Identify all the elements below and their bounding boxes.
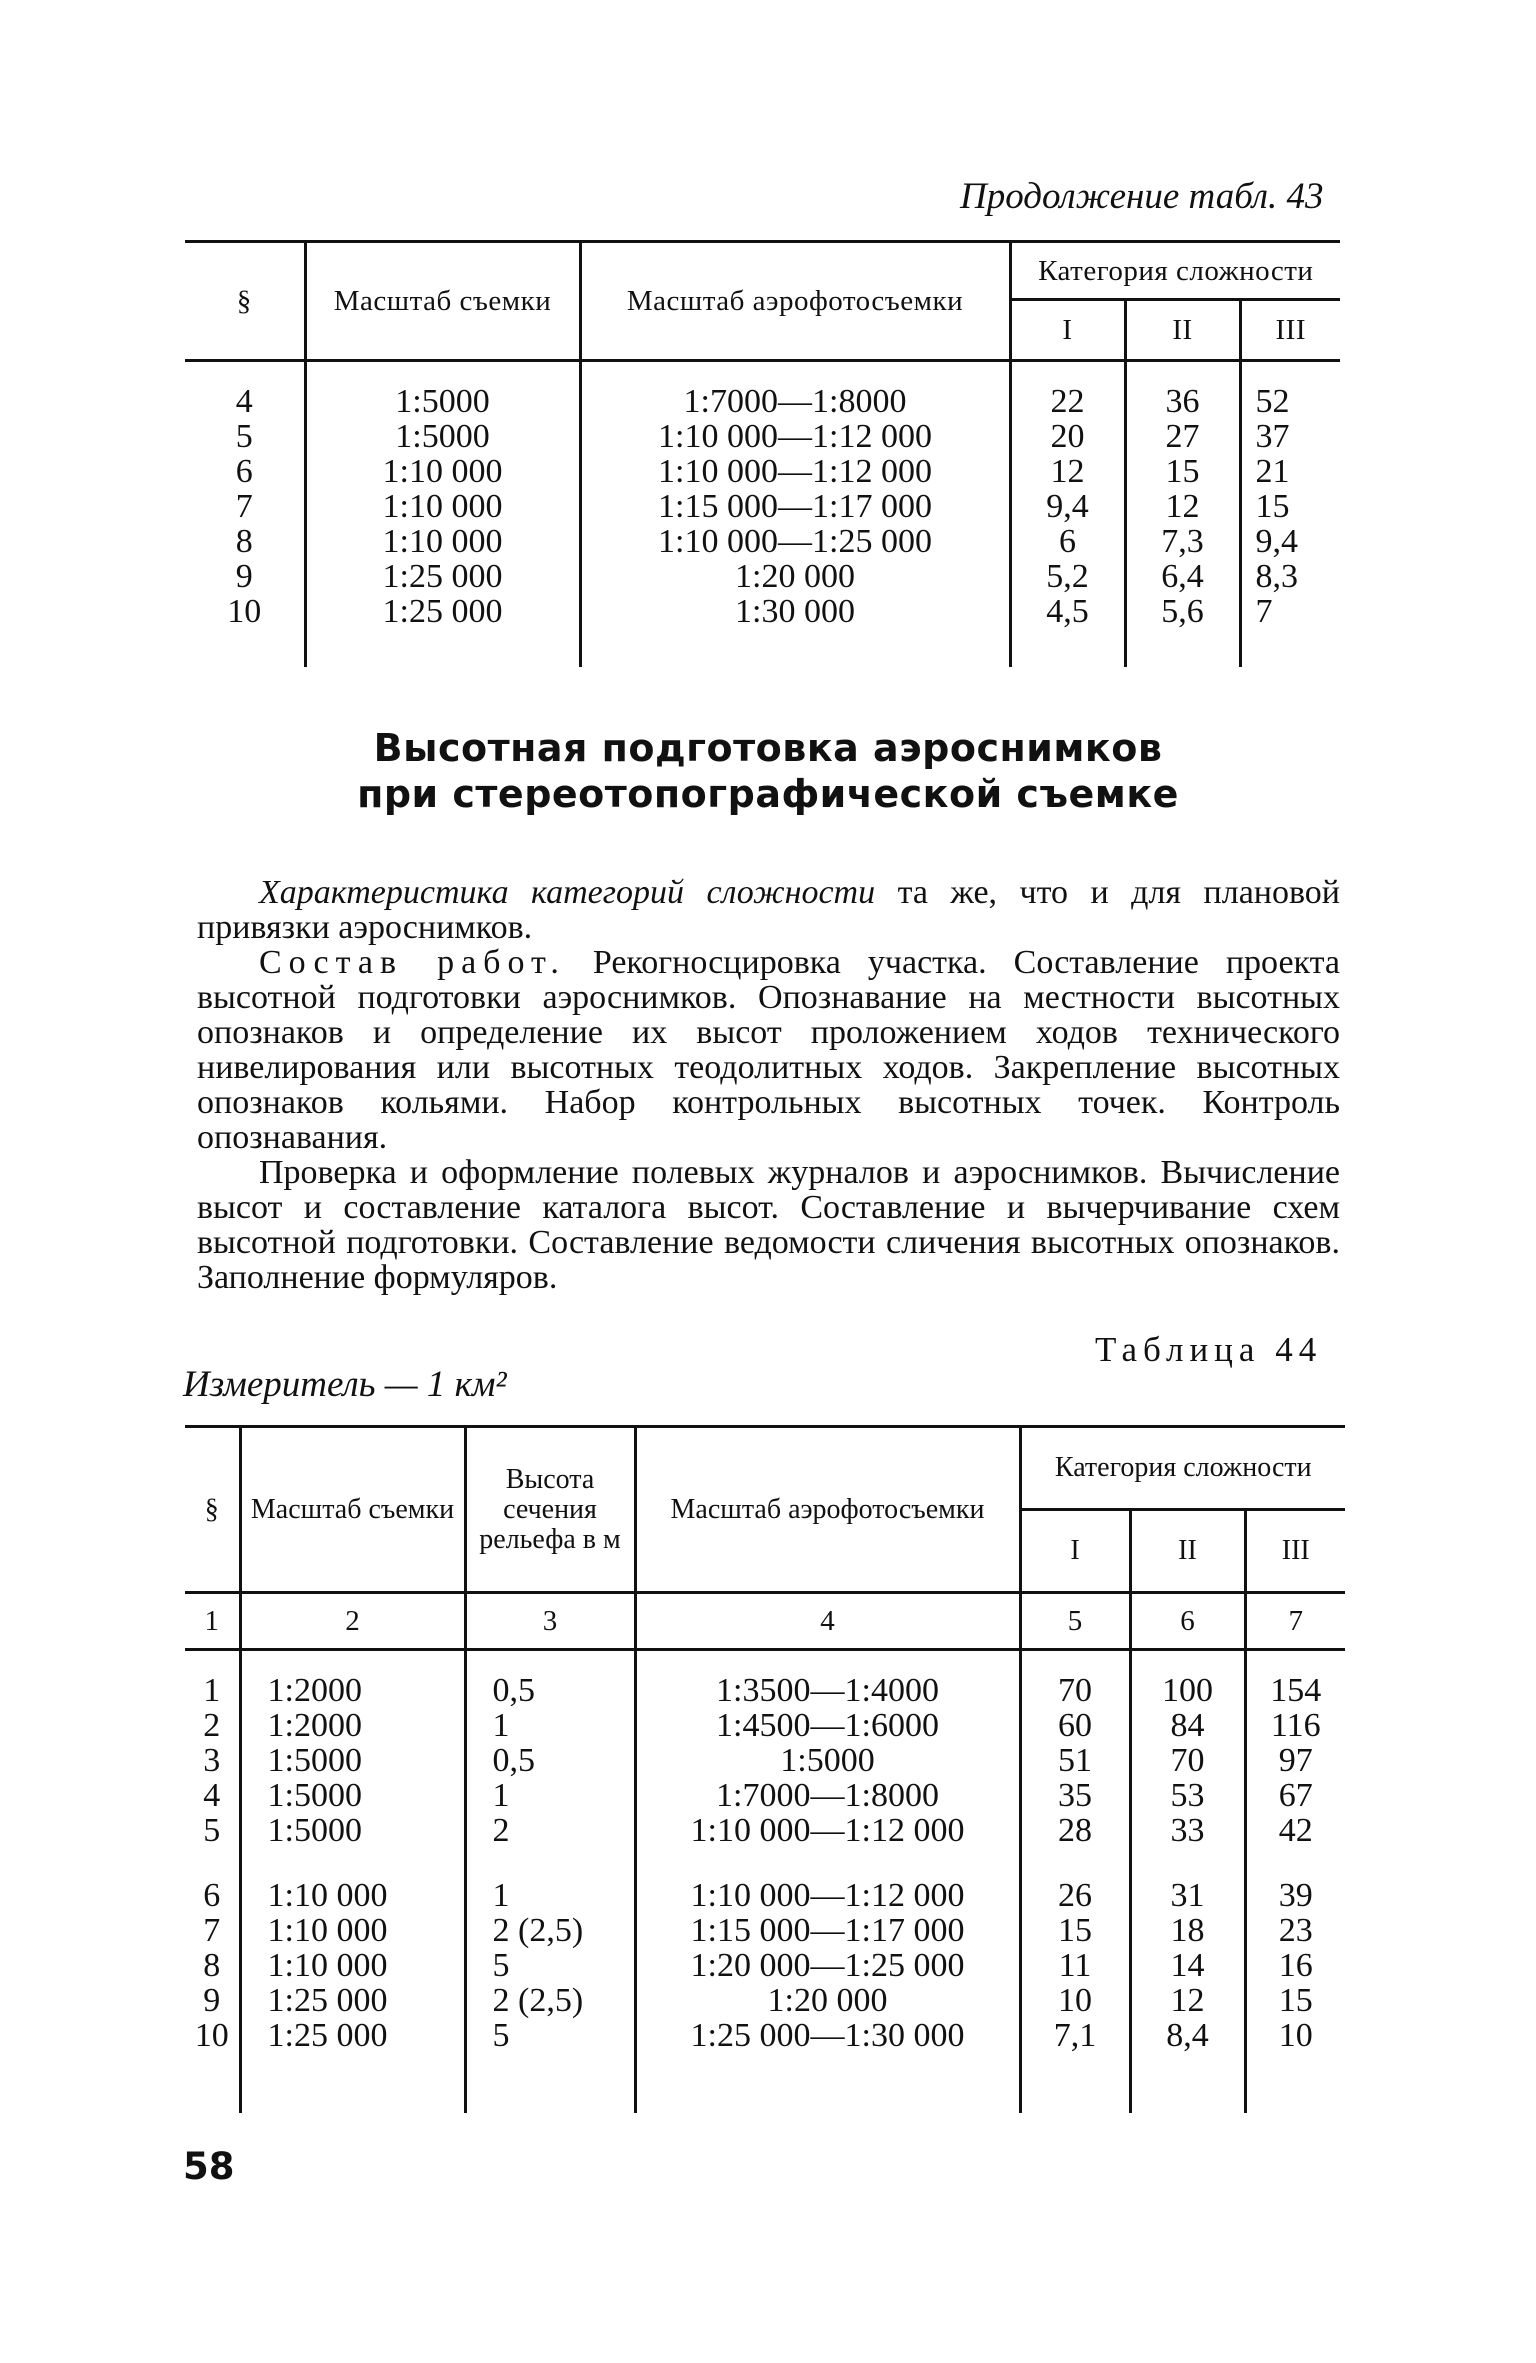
cell-relief: 5 [465, 1948, 635, 1983]
cell-cat-2: 5,6 [1125, 594, 1240, 629]
cell-section: 9 [235, 557, 253, 595]
cell-cat-3: 15 [1245, 1983, 1345, 2018]
cell-cat-2: 33 [1130, 1813, 1245, 1848]
cell-cat-2: 12 [1130, 1983, 1245, 2018]
cell-cat-3: 42 [1245, 1813, 1345, 1848]
cell-section: 3 [203, 1741, 221, 1779]
header-section: § [204, 1493, 219, 1525]
cell-section: 10 [194, 2016, 229, 2054]
cell-survey-scale: 1:10 000 [240, 1878, 465, 1913]
cell-survey-scale: 1:10 000 [240, 1913, 465, 1948]
cell-cat-2: 84 [1130, 1708, 1245, 1743]
cell-relief: 2 (2,5) [465, 1913, 635, 1948]
column-number: 3 [465, 1593, 635, 1650]
cell-relief: 2 (2,5) [465, 1983, 635, 2018]
cell-cat-2: 18 [1130, 1913, 1245, 1948]
cell-survey-scale: 1:10 000 [305, 454, 580, 489]
cell-cat-2: 27 [1125, 419, 1240, 454]
cell-section: 8 [235, 522, 253, 560]
continuation-number: 43 [1286, 176, 1324, 217]
column-number: 6 [1130, 1593, 1245, 1650]
table-row [185, 1983, 1345, 2018]
cell-section: 2 [203, 1706, 221, 1744]
cell-aerial-scale: 1:20 000 [580, 559, 1010, 594]
header-cat-2: II [1130, 1510, 1245, 1593]
cell-cat-3: 15 [1240, 489, 1340, 524]
table-row [185, 384, 1340, 419]
paragraph-1-italic: Характеристика категорий сложности [259, 874, 876, 911]
cell-survey-scale: 1:5000 [240, 1813, 465, 1848]
cell-section: 7 [203, 1911, 221, 1949]
cell-aerial-scale: 1:10 000—1:12 000 [635, 1878, 1020, 1913]
paragraph-3-text: Проверка и оформление полевых журналов и аэроснимков. Вычисление высот и составление каталога высот. Составление и вычерчивание схем высотной подготовки. Составление ведомости сличения высотных опознаков. Заполнение формуляров. [197, 1154, 1340, 1296]
cell-cat-3: 21 [1240, 454, 1340, 489]
table-row [185, 1743, 1345, 1778]
table-44-label: Таблица 44 [1095, 1330, 1323, 1369]
cell-survey-scale: 1:25 000 [240, 2018, 465, 2053]
cell-cat-3: 7 [1240, 594, 1340, 629]
cell-cat-3: 23 [1245, 1913, 1345, 1948]
cell-cat-1: 26 [1020, 1878, 1130, 1913]
cell-cat-1: 9,4 [1010, 489, 1125, 524]
cell-aerial-scale: 1:4500—1:6000 [635, 1708, 1020, 1743]
table-row [185, 454, 1340, 489]
cell-cat-1: 5,2 [1010, 559, 1125, 594]
cell-cat-2: 31 [1130, 1878, 1245, 1913]
cell-aerial-scale: 1:7000—1:8000 [635, 1778, 1020, 1813]
table-row [185, 1708, 1345, 1743]
header-cat-1: I [1010, 300, 1125, 361]
page-number: 58 [183, 2145, 235, 2188]
table-row [185, 1813, 1345, 1848]
cell-relief: 1 [465, 1708, 635, 1743]
cell-cat-3: 67 [1245, 1778, 1345, 1813]
cell-cat-2: 14 [1130, 1948, 1245, 1983]
header-category: Категория сложности [1020, 1427, 1345, 1510]
cell-cat-3: 9,4 [1240, 524, 1340, 559]
cell-survey-scale: 1:25 000 [305, 594, 580, 629]
cell-relief: 1 [465, 1878, 635, 1913]
cell-survey-scale: 1:10 000 [240, 1948, 465, 1983]
cell-section: 6 [203, 1876, 221, 1914]
cell-survey-scale: 1:5000 [305, 384, 580, 419]
cell-cat-2: 8,4 [1130, 2018, 1245, 2053]
heading-line-2: при стереотопографической съемке [357, 772, 1179, 816]
table-44 [185, 1425, 1345, 2113]
header-category: Категория сложности [1010, 242, 1340, 300]
column-number: 1 [185, 1593, 240, 1650]
cell-cat-2: 15 [1125, 454, 1240, 489]
cell-cat-1: 4,5 [1010, 594, 1125, 629]
paragraph-2-spaced: Состав работ. [259, 944, 566, 981]
cell-cat-3: 52 [1240, 384, 1340, 419]
cell-section: 6 [235, 452, 253, 490]
cell-cat-1: 51 [1020, 1743, 1130, 1778]
cell-relief: 0,5 [465, 1673, 635, 1708]
paragraph-2-text: Рекогносцировка участка. Составление проекта высотной подготовки аэроснимков. Опознавание на местности высотных опознаков и определение их высот проложением ходов технического нивелирования или высотных теодолитных ходов. Закрепление высотных опознаков кольями. Набор контрольных высотных точек. Контроль опознавания. [197, 944, 1340, 1156]
cell-cat-2: 36 [1125, 384, 1240, 419]
column-number: 7 [1245, 1593, 1345, 1650]
cell-cat-2: 70 [1130, 1743, 1245, 1778]
header-relief: Высота сечения рельефа в м [465, 1427, 635, 1593]
table-row [185, 1913, 1345, 1948]
header-cat-3: III [1245, 1510, 1345, 1593]
table-row [185, 594, 1340, 629]
cell-cat-3: 16 [1245, 1948, 1345, 1983]
cell-cat-3: 116 [1245, 1708, 1345, 1743]
cell-survey-scale: 1:2000 [240, 1708, 465, 1743]
cell-survey-scale: 1:25 000 [305, 559, 580, 594]
cell-relief: 5 [465, 2018, 635, 2053]
header-survey-scale: Масштаб съемки [305, 242, 580, 361]
cell-cat-2: 6,4 [1125, 559, 1240, 594]
cell-section: 4 [203, 1776, 221, 1814]
cell-section: 4 [235, 382, 253, 420]
table-row [185, 489, 1340, 524]
column-number: 5 [1020, 1593, 1130, 1650]
cell-cat-3: 8,3 [1240, 559, 1340, 594]
table-row [185, 1778, 1345, 1813]
paragraph-2 [197, 945, 1340, 1155]
header-section: § [236, 285, 252, 317]
heading-line-1: Высотная подготовка аэроснимков [373, 726, 1163, 770]
cell-survey-scale: 1:5000 [305, 419, 580, 454]
table-row [185, 2018, 1345, 2053]
table-row [185, 419, 1340, 454]
paragraph-1 [197, 875, 1340, 945]
cell-aerial-scale: 1:10 000—1:12 000 [635, 1813, 1020, 1848]
column-numbers-row [185, 1593, 1345, 1650]
cell-cat-1: 60 [1020, 1708, 1130, 1743]
cell-cat-1: 70 [1020, 1673, 1130, 1708]
cell-cat-3: 97 [1245, 1743, 1345, 1778]
cell-cat-1: 7,1 [1020, 2018, 1130, 2053]
cell-cat-1: 35 [1020, 1778, 1130, 1813]
cell-cat-2: 53 [1130, 1778, 1245, 1813]
table-row [185, 1673, 1345, 1708]
cell-section: 10 [227, 592, 262, 630]
cell-section: 7 [235, 487, 253, 525]
table-43 [185, 240, 1340, 667]
cell-survey-scale: 1:10 000 [305, 489, 580, 524]
cell-survey-scale: 1:5000 [240, 1743, 465, 1778]
header-cat-1: I [1020, 1510, 1130, 1593]
paragraph-1-text: та же, что и для плановой привязки аэроснимков. [197, 874, 1340, 946]
column-number: 2 [240, 1593, 465, 1650]
cell-section: 9 [203, 1981, 221, 2019]
cell-aerial-scale: 1:25 000—1:30 000 [635, 2018, 1020, 2053]
cell-section: 8 [203, 1946, 221, 1984]
cell-relief: 2 [465, 1813, 635, 1848]
cell-relief: 1 [465, 1778, 635, 1813]
cell-aerial-scale: 1:20 000—1:25 000 [635, 1948, 1020, 1983]
cell-aerial-scale: 1:10 000—1:12 000 [580, 419, 1010, 454]
cell-cat-1: 28 [1020, 1813, 1130, 1848]
cell-cat-3: 154 [1245, 1673, 1345, 1708]
header-aerial-scale: Масштаб аэрофотосъемки [635, 1427, 1020, 1593]
cell-survey-scale: 1:10 000 [305, 524, 580, 559]
cell-cat-1: 11 [1020, 1948, 1130, 1983]
cell-cat-1: 12 [1010, 454, 1125, 489]
cell-cat-3: 37 [1240, 419, 1340, 454]
paragraph-3 [197, 1155, 1340, 1295]
cell-cat-1: 15 [1020, 1913, 1130, 1948]
table-row [185, 524, 1340, 559]
cell-cat-2: 7,3 [1125, 524, 1240, 559]
continuation-title [960, 175, 1324, 218]
cell-relief: 0,5 [465, 1743, 635, 1778]
cell-aerial-scale: 1:5000 [635, 1743, 1020, 1778]
cell-survey-scale: 1:5000 [240, 1778, 465, 1813]
cell-aerial-scale: 1:15 000—1:17 000 [635, 1913, 1020, 1948]
cell-cat-3: 10 [1245, 2018, 1345, 2053]
header-cat-3: III [1240, 300, 1340, 361]
cell-aerial-scale: 1:30 000 [580, 594, 1010, 629]
table-row [185, 559, 1340, 594]
table-row [185, 1948, 1345, 1983]
header-aerial-scale: Масштаб аэрофотосъемки [580, 242, 1010, 361]
measure-unit: Измеритель — 1 км² [183, 1364, 507, 1405]
cell-cat-1: 22 [1010, 384, 1125, 419]
column-number: 4 [635, 1593, 1020, 1650]
section-heading [0, 725, 1536, 817]
cell-cat-2: 12 [1125, 489, 1240, 524]
cell-survey-scale: 1:2000 [240, 1673, 465, 1708]
cell-survey-scale: 1:25 000 [240, 1983, 465, 2018]
cell-cat-3: 39 [1245, 1878, 1345, 1913]
cell-aerial-scale: 1:10 000—1:25 000 [580, 524, 1010, 559]
continuation-text: Продолжение табл. [960, 176, 1278, 217]
cell-cat-1: 6 [1010, 524, 1125, 559]
table-row [185, 1878, 1345, 1913]
cell-aerial-scale: 1:10 000—1:12 000 [580, 454, 1010, 489]
cell-section: 1 [203, 1671, 221, 1709]
cell-aerial-scale: 1:3500—1:4000 [635, 1673, 1020, 1708]
cell-cat-1: 20 [1010, 419, 1125, 454]
cell-section: 5 [235, 417, 253, 455]
cell-cat-2: 100 [1130, 1673, 1245, 1708]
header-cat-2: II [1125, 300, 1240, 361]
cell-aerial-scale: 1:15 000—1:17 000 [580, 489, 1010, 524]
header-survey-scale: Масштаб съемки [240, 1427, 465, 1593]
cell-section: 5 [203, 1811, 221, 1849]
cell-aerial-scale: 1:7000—1:8000 [580, 384, 1010, 419]
cell-aerial-scale: 1:20 000 [635, 1983, 1020, 2018]
cell-cat-1: 10 [1020, 1983, 1130, 2018]
